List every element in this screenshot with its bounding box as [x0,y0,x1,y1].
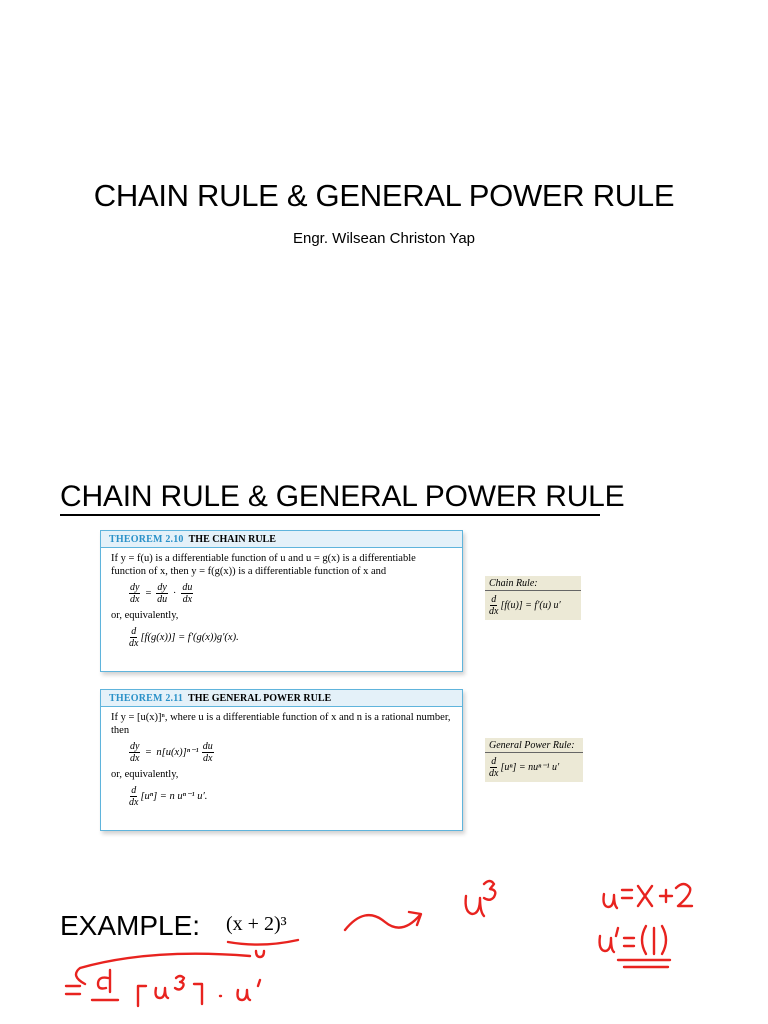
handwritten-u-cubed [466,896,484,916]
fraction-denominator: dx [129,797,139,808]
fraction-denominator: dx [130,594,140,605]
fraction-denominator: dx [202,753,213,764]
title-slide-heading: CHAIN RULE & GENERAL POWER RULE [93,178,675,213]
fraction-numerator: d [131,626,137,637]
theorem-name: THE CHAIN RULE [188,533,276,545]
handwritten-arrow [345,915,420,930]
fraction-numerator: d [491,756,497,767]
power-rule-equation [129,741,452,764]
fraction-numerator: d [131,785,137,796]
handwritten-curve-arrow [76,954,250,984]
handwritten-bottom-equation [66,986,80,994]
chain-rule-summary-box [485,576,581,620]
fraction-denominator: dx [129,638,139,649]
example-label: EXAMPLE: [60,910,201,941]
slide-heading: CHAIN RULE & GENERAL POWER RULE [60,480,625,513]
handwritten-u-equals [604,894,618,908]
fraction-numerator: d [491,594,497,605]
handwritten-u-prime [600,936,614,952]
theorem-general-power-rule-box [100,689,463,831]
summary-formula [485,591,581,620]
chain-rule-equivalent-equation [129,626,452,649]
theorem-header [101,531,462,548]
fraction-numerator: dy [157,582,167,593]
fraction-numerator: dy [130,741,140,752]
summary-label: Chain Rule: [485,576,581,591]
fraction-denominator: dx [489,606,499,617]
theorem-number: THEOREM 2.11 [109,692,184,704]
example-expression: (x + 2)³ [226,913,287,935]
equals-sign: = [145,588,152,599]
theorem-number: THEOREM 2.10 [109,533,184,545]
dot-operator: · [172,588,177,599]
theorem-chain-rule-box [100,530,463,672]
fraction-numerator: dy [130,582,140,593]
equation-text: n[u(x)]ⁿ⁻¹ [156,747,199,758]
fraction-numerator: du [182,582,193,593]
theorem-statement: If y = [u(x)]ⁿ, where u is a differentiable function of x and n is a rational number, then [111,712,451,736]
fraction-denominator: dx [182,594,193,605]
summary-formula [485,753,583,782]
author-name: Engr. Wilsean Christon Yap [292,230,476,247]
heading-underline [60,514,600,516]
handwritten-underline [228,940,298,945]
fraction-denominator: dx [130,753,140,764]
equation-text: [uⁿ] = n uⁿ⁻¹ u′. [140,791,208,802]
chain-rule-equation [129,582,452,605]
equals-sign: = [145,747,152,758]
summary-label: General Power Rule: [485,738,583,753]
theorem-name: THE GENERAL POWER RULE [188,692,332,704]
fraction-denominator: du [157,594,168,605]
formula-text: [f(u)] = f′(u) u′ [500,600,561,611]
equivalently-text: or, equivalently, [111,769,179,780]
equivalently-text: or, equivalently, [111,610,179,621]
theorem-statement: If y = f(u) is a differentiable function of u and u = g(x) is a differentiable function of x, then y = f(g(x)) is a differentiable function of x and [111,553,416,577]
formula-text: [uⁿ] = nuⁿ⁻¹ u′ [500,762,560,773]
power-rule-summary-box [485,738,583,782]
handwritten-double-underline [618,960,670,967]
handwritten-u-label [256,951,264,957]
fraction-denominator: dx [489,768,499,779]
theorem-header [101,690,462,707]
handwritten-annotations [0,860,768,1024]
fraction-numerator: du [202,741,213,752]
power-rule-equivalent-equation [129,785,452,808]
equation-text: [f(g(x))] = f′(g(x))g′(x). [140,632,239,643]
